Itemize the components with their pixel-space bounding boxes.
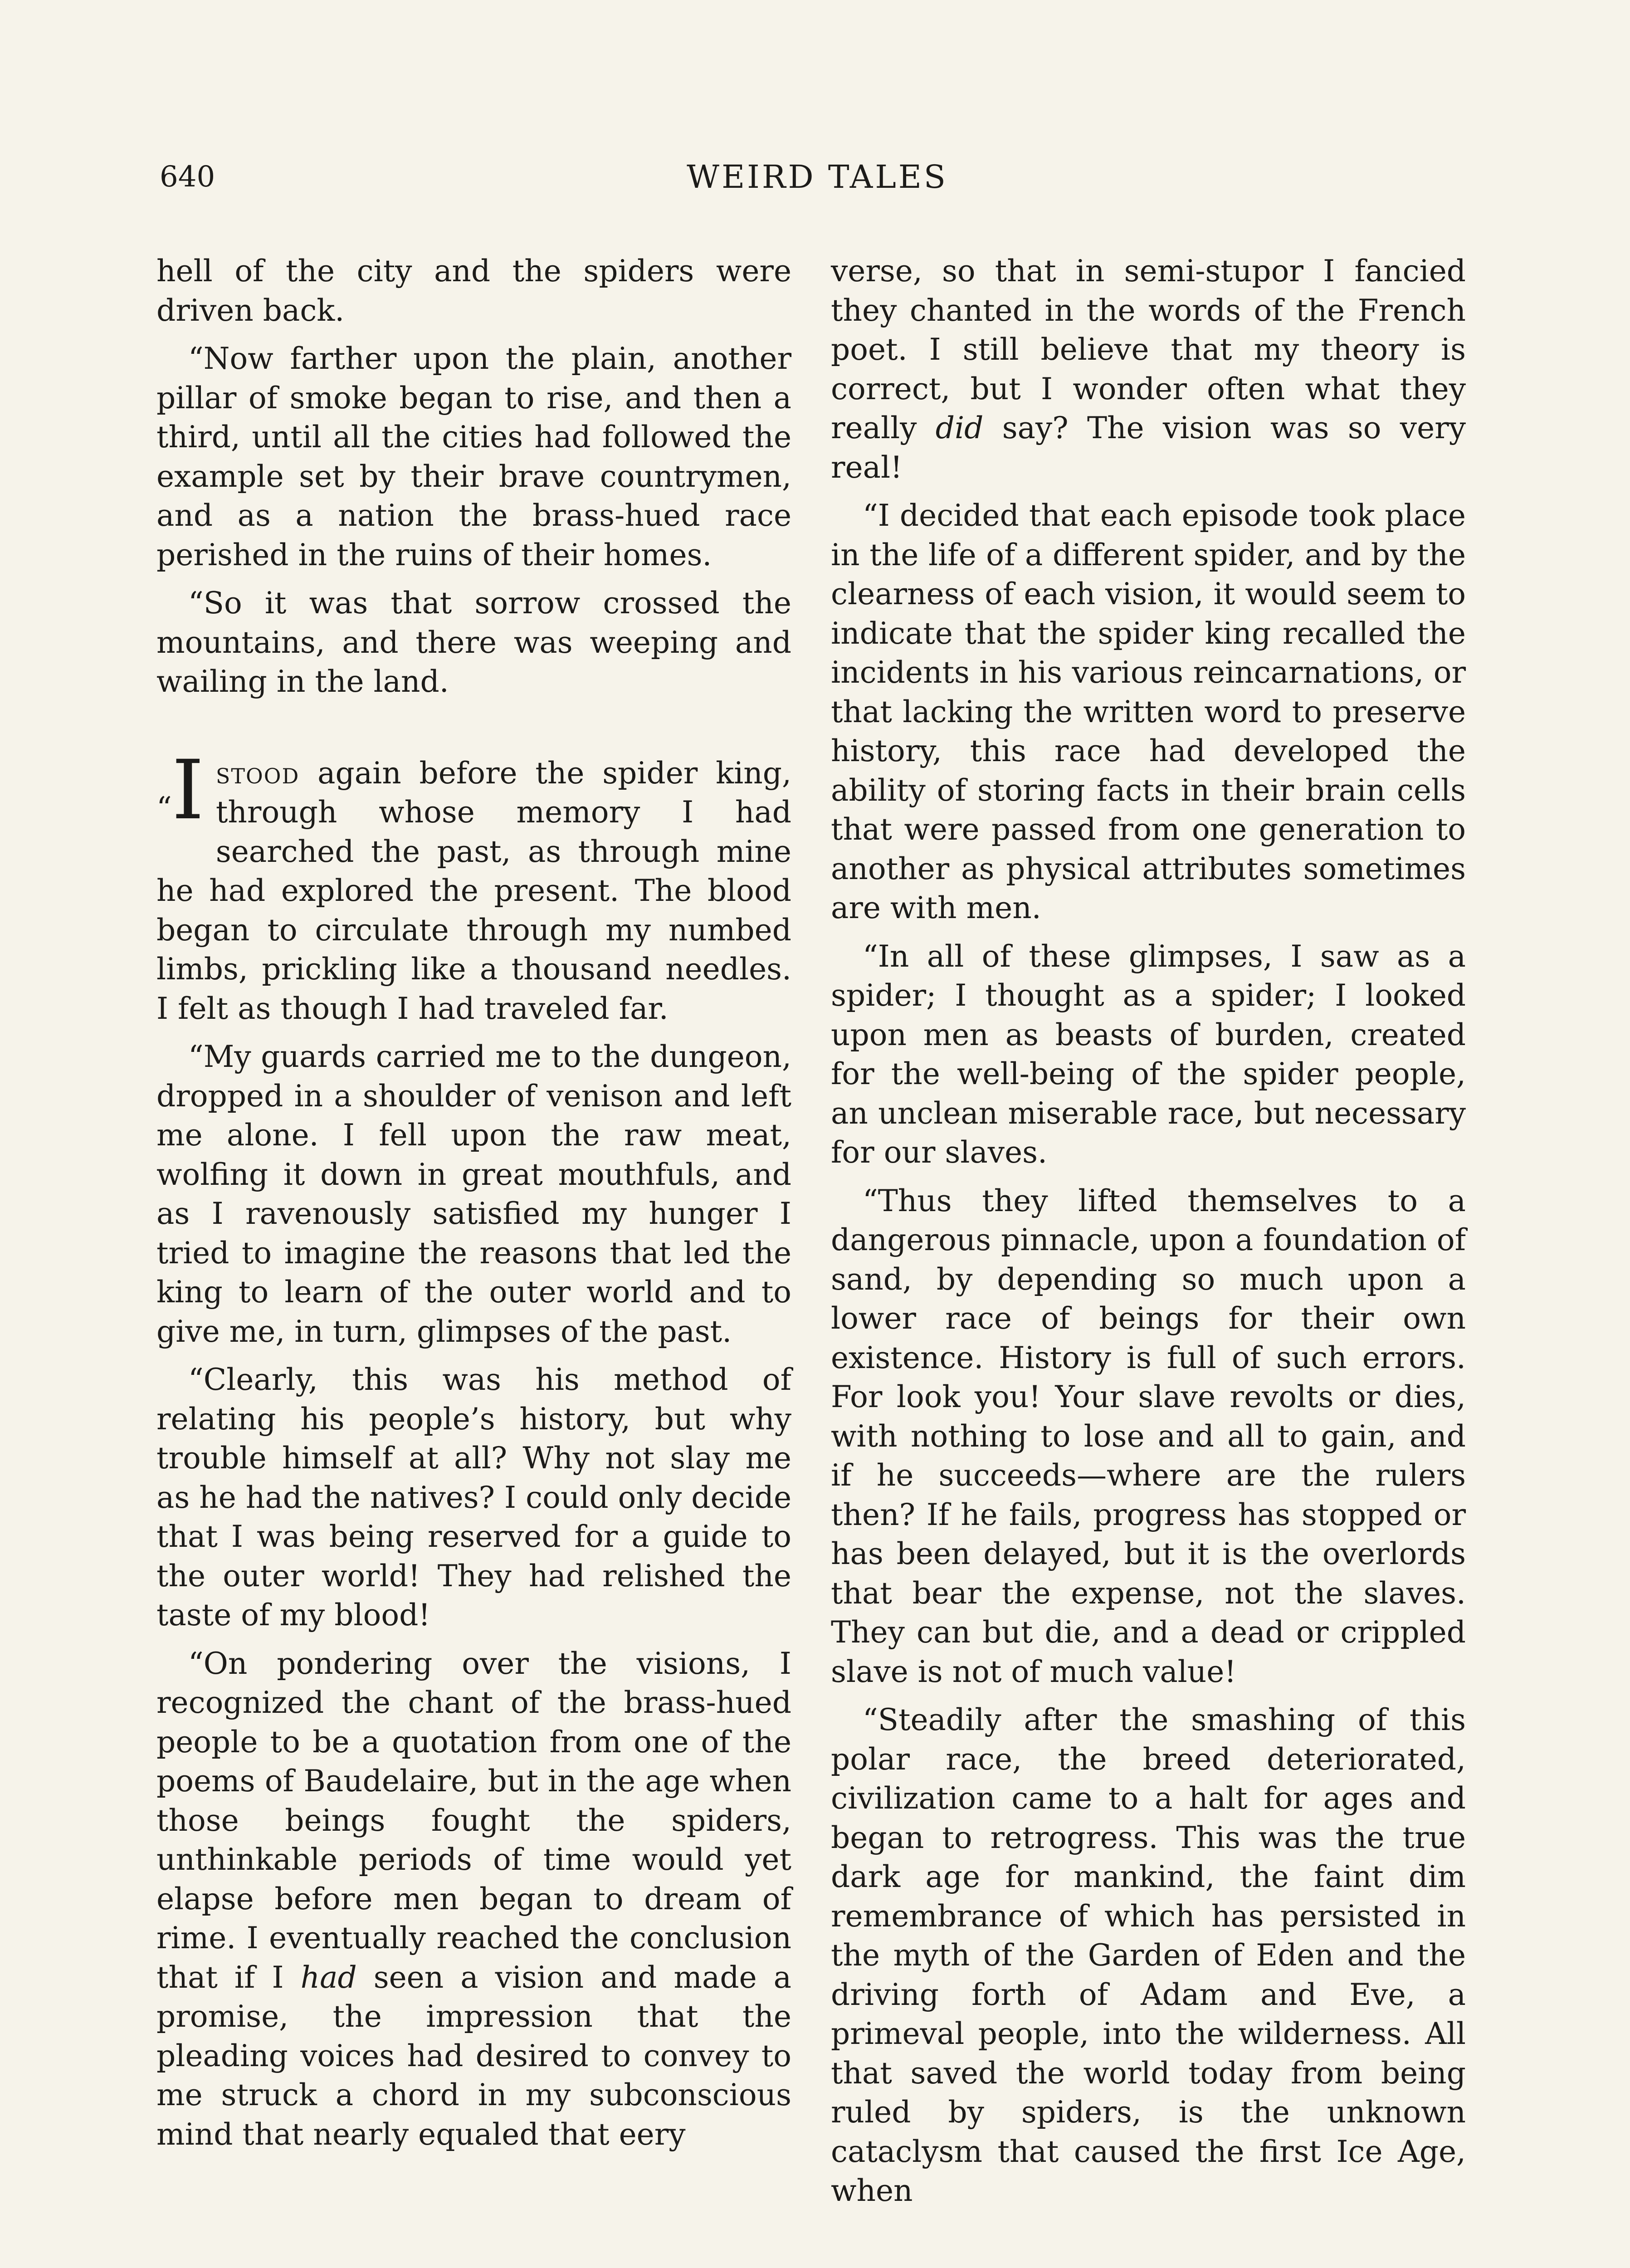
paragraph: “Thus they lifted themselves to a dangerous pinnacle, upon a foundation of sand, by depending so much upon a lower race of beings for their own existence. History is full of such errors. For look you! Your slave revolts or dies, with nothing to lose and all to gain, and if he succeeds—where are the rulers then? If he fails, progress has stopped or has been delayed, but it is the overlords that bear the expense, not the slaves. They can but die, and a dead or crippled slave is not of much value!: [831, 1183, 1466, 1689]
section-break: [156, 711, 791, 754]
page-header: [160, 154, 1475, 213]
small-caps-lead: stood: [215, 755, 300, 791]
paragraph: “My guards carried me to the dungeon, dropped in a shoulder of venison and left me alone. I fell upon the raw meat, wolfing it down in great mouthfuls, and as I ravenously satisfied my hunger I tried to imagine the reasons that led the king to learn of the outer world and to give me, in turn, glimpses of the past.: [156, 1039, 791, 1349]
paragraph-text: seen a vision and made a promise, the impression that the pleading voices had desired to convey to me struck a chord in my subconscious mind that nearly equaled that eery: [156, 1960, 792, 2152]
drop-cap-letter: I: [171, 743, 204, 838]
paragraph: [831, 252, 1466, 487]
emphasis-text: had: [300, 1960, 357, 1995]
paragraph-text: say? The vision was so very real!: [831, 411, 1466, 485]
page-number: 640: [160, 160, 215, 194]
paragraph: [156, 1644, 791, 2155]
paragraph: “I decided that each episode took place in the life of a different spider, and by the clearness of each vision, it would seem to indicate that the spider king recalled the incidents in his various reincarnations, or that lacking the written word to preserve history, this race had developed the ability of storing facts in their brain cells that were passed from one generation to another as physical attributes sometimes are with men.: [831, 498, 1466, 925]
paragraph-text: verse, so that in semi-stupor I fancied they chanted in the words of the French poet. I still believe that my theory is correct, but I wonder often what they really: [831, 254, 1466, 445]
paragraph: “Steadily after the smashing of this polar race, the breed deteriorated, civilization came to a halt for ages and began to retrogress. This was the true dark age for mankind, the faint dim remembrance of which has persisted in the myth of the Garden of Eden and the driving forth of Adam and Eve, a primeval people, into the wilderness. All that saved the world today from being ruled by spiders, is the unknown cataclysm that caused the first Ice Age, when: [831, 1702, 1466, 2208]
left-column: [156, 252, 791, 2163]
running-title: WEIRD TALES: [687, 158, 948, 196]
paragraph: “Clearly, this was his method of relating his people’s history, but why trouble himself at all? Why not slay me as he had the natives? I could only decide that I was being reserved for a guide to the outer world! They had relished the taste of my blood!: [156, 1362, 791, 1633]
right-column: [831, 252, 1466, 2220]
drop-cap: [156, 743, 204, 842]
paragraph-text: “On pondering over the visions, I recognized the chant of the brass-hued people to be a quotation from one of the poems of Baudelaire, but in the age when those beings fought the spiders, unthinkable periods of time would yet elapse before men began to dream of rime. I eventually reached the conclusion that if I: [156, 1646, 791, 1995]
paragraph: “Now farther upon the plain, another pillar of smoke began to rise, and then a third, until all the cities had followed the example set by their brave countrymen, and as a nation the brass-hued race perished in the ruins of their homes.: [156, 341, 791, 572]
paragraph: “So it was that sorrow crossed the mountains, and there was weeping and wailing in the land.: [156, 586, 791, 699]
paragraph: hell of the city and the spiders were driven back.: [156, 254, 791, 328]
paragraph: “In all of these glimpses, I saw as a spider; I thought as a spider; I looked upon men as beasts of burden, created for the well-being of the spider people, an unclean miserable race, but necessary for our slaves.: [831, 938, 1466, 1170]
paragraph-dropcap: [156, 743, 791, 1029]
paragraph-text: again before the spider king, through whose memory I had searched the past, as through mine he had explored the present. The blood began to circulate through my numbed limbs, prickling like a thousand needles. I felt as though I had traveled far.: [156, 755, 791, 1026]
drop-cap-quote: “: [156, 790, 172, 826]
emphasis-text: did: [935, 411, 984, 445]
